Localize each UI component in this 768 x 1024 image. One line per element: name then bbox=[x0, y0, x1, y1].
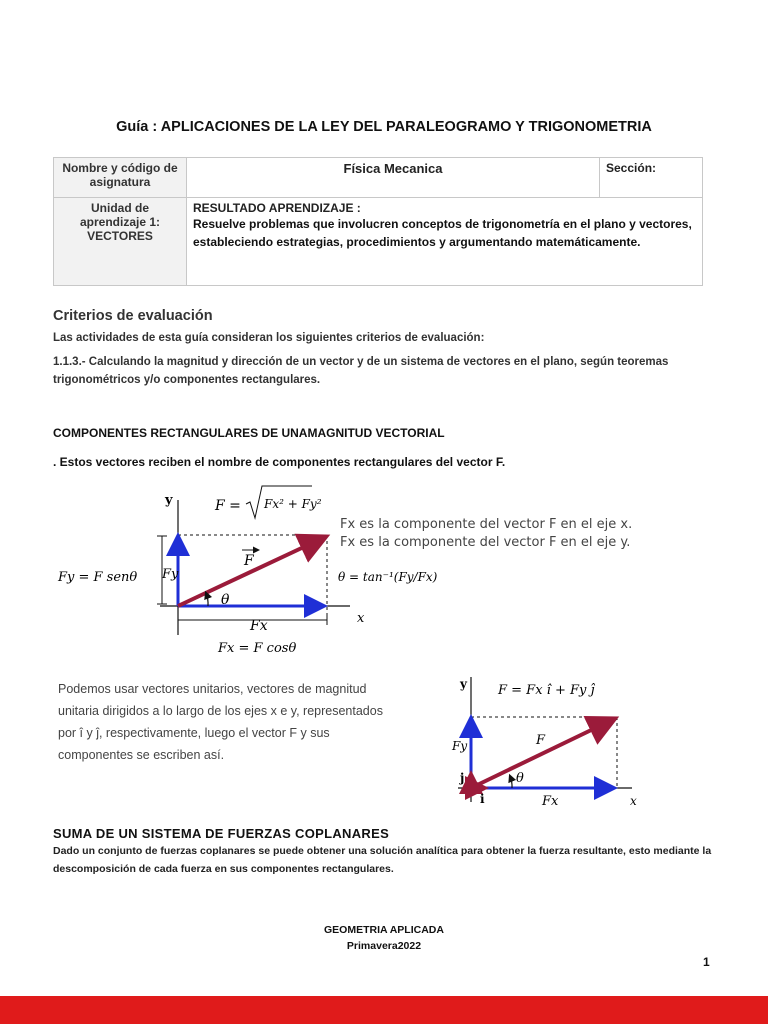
sum-heading: SUMA DE UN SISTEMA DE FUERZAS COPLANARES bbox=[53, 826, 390, 841]
theta-arc bbox=[206, 593, 208, 606]
vector-f-label-2: F bbox=[536, 733, 546, 748]
unit-vectors-line4: componentes se escriben así. bbox=[58, 748, 225, 762]
unit-vectors-line1: Podemos usar vectores unitarios, vectores de magnitud bbox=[58, 682, 367, 696]
unit-vectors-line3: por î y ĵ, respectivamente, luego el vector F y sus bbox=[58, 726, 330, 740]
formula-radicand: Fx² + Fy² bbox=[264, 497, 322, 511]
vector-components-diagram bbox=[50, 480, 670, 660]
fy-label: Fy bbox=[162, 567, 179, 582]
unit-vectors-diagram bbox=[440, 672, 660, 812]
theta-label: θ bbox=[221, 592, 230, 608]
formula-f: F = bbox=[215, 498, 241, 514]
learning-outcome-text: Resuelve problemas que involucren conceptos de trigonometría en el plano y vectores, estableciendo estrategias, procedimientos y argumentando matemáticamente. bbox=[193, 217, 692, 249]
fx-label-2: Fx bbox=[542, 794, 559, 809]
footer-course: GEOMETRIA APLICADA bbox=[324, 924, 444, 936]
learning-outcome-heading: RESULTADO APRENDIZAJE : bbox=[193, 201, 361, 215]
course-name-value: Física Mecanica bbox=[187, 158, 600, 198]
section-label: Sección: bbox=[600, 158, 703, 198]
page-title: Guía : APLICACIONES DE LA LEY DEL PARALEOGRAMO Y TRIGONOMETRIA bbox=[116, 119, 652, 135]
criteria-intro: Las actividades de esta guía consideran los siguientes criterios de evaluación: bbox=[53, 332, 485, 344]
page-number: 1 bbox=[703, 955, 710, 969]
footer-term: Primavera2022 bbox=[346, 940, 422, 952]
unit-j-label: j bbox=[460, 771, 465, 785]
unit-label: Unidad de aprendizaje 1: VECTORES bbox=[54, 198, 187, 286]
f-vector-arrow bbox=[178, 538, 323, 606]
components-intro: . Estos vectores reciben el nombre de componentes rectangulares del vector F. bbox=[53, 455, 506, 469]
criteria-item: 1.1.3.- Calculando la magnitud y dirección de un vector y de un sistema de vectores en el plano, según teoremas trigonométricos y/o componentes rectangulares. bbox=[53, 356, 669, 386]
components-heading: COMPONENTES RECTANGULARES DE UNAMAGNITUD VECTORIAL bbox=[53, 426, 445, 440]
theta-equation: θ = tan⁻¹(Fy/Fx) bbox=[338, 570, 438, 584]
axis-x-label: x bbox=[357, 611, 365, 626]
fx-label: Fx bbox=[250, 618, 268, 634]
fy-equation: Fy = F senθ bbox=[58, 570, 138, 585]
unit-vectors-paragraph bbox=[58, 678, 458, 766]
learning-outcome-cell bbox=[187, 198, 703, 286]
vector-f-label: F bbox=[244, 553, 254, 569]
note-fy: Fx es la componente del vector F en el eje y. bbox=[340, 535, 631, 550]
course-info-table bbox=[53, 157, 703, 286]
axis-x-label-2: x bbox=[630, 794, 637, 808]
formula-vector: F = Fx î + Fy ĵ bbox=[498, 683, 595, 698]
axis-y-label: y bbox=[165, 493, 173, 508]
course-name-label: Nombre y código de asignatura bbox=[54, 158, 187, 198]
axis-y-label-2: y bbox=[460, 677, 467, 691]
unit-i-label: i bbox=[480, 792, 485, 806]
theta-label-2: θ bbox=[516, 771, 524, 786]
footer-bar bbox=[0, 996, 768, 1024]
note-fx: Fx es la componente del vector F en el eje x. bbox=[340, 517, 633, 532]
f-vector-arrow-2 bbox=[471, 720, 612, 788]
sum-text: Dado un conjunto de fuerzas coplanares se puede obtener una solución analítica para obtener la fuerza resultante, esto mediante la descomposición de cada fuerza en sus componentes rectangulares. bbox=[53, 845, 712, 875]
criteria-heading: Criterios de evaluación bbox=[53, 308, 213, 324]
unit-vectors-line2: unitaria dirigidos a lo largo de los ejes x e y, representados bbox=[58, 704, 383, 718]
fx-equation: Fx = F cosθ bbox=[218, 641, 297, 656]
fy-label-2: Fy bbox=[452, 739, 468, 753]
